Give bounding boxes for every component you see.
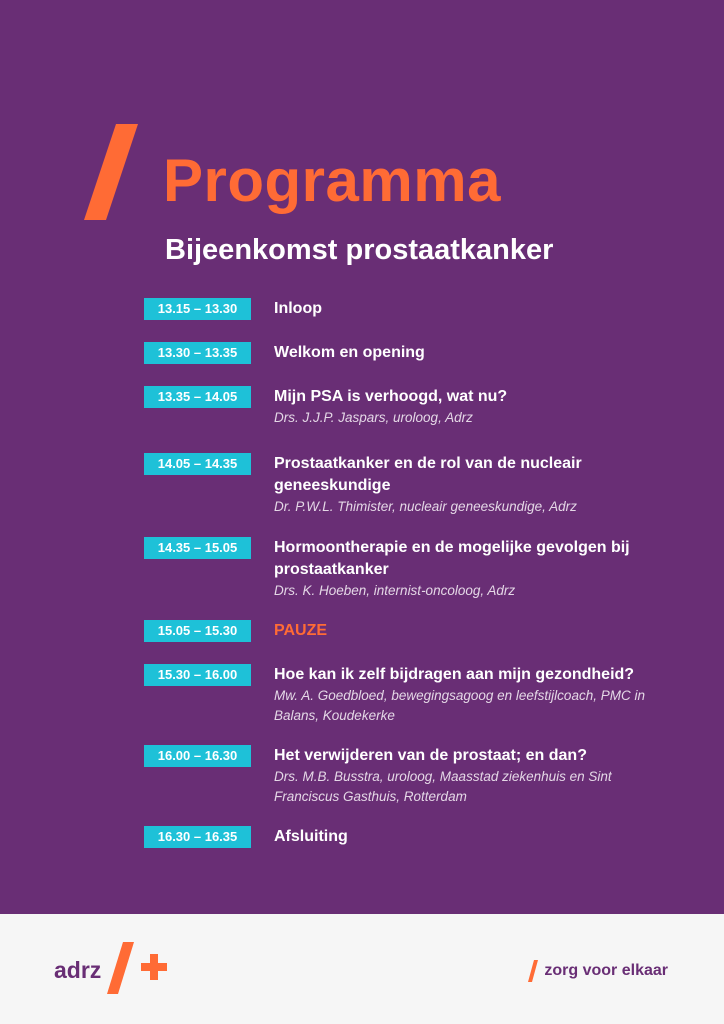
schedule-speaker: Drs. K. Hoeben, internist-oncoloog, Adrz	[274, 583, 516, 598]
schedule-title: Inloop	[274, 300, 322, 317]
schedule-title: Mijn PSA is verhoogd, wat nu?	[274, 388, 508, 405]
schedule-title: Hoe kan ik zelf bijdragen aan mijn gezondheid?	[274, 666, 635, 683]
time-badge: 14.05 – 14.35	[144, 453, 251, 475]
schedule-info	[274, 745, 664, 807]
schedule-title: Afsluiting	[274, 828, 348, 845]
schedule-speaker: Drs. J.J.P. Jaspars, uroloog, Adrz	[274, 410, 473, 425]
slash-icon	[84, 124, 138, 220]
schedule-speaker: Drs. M.B. Busstra, uroloog, Maasstad ziekenhuis en Sint Franciscus Gasthuis, Rotterdam	[274, 769, 612, 804]
time-badge: 15.30 – 16.00	[144, 664, 251, 686]
time-badge: 16.30 – 16.35	[144, 826, 251, 848]
logo-text: adrz	[54, 957, 102, 983]
schedule-title: Het verwijderen van de prostaat; en dan?	[274, 747, 587, 764]
time-badge: 14.35 – 15.05	[144, 537, 251, 559]
schedule-speaker: Dr. P.W.L. Thimister, nucleair geneeskundige, Adrz	[274, 499, 577, 514]
schedule-title: Welkom en opening	[274, 344, 425, 361]
page-subtitle: Bijeenkomst prostaatkanker	[165, 234, 554, 266]
slash-plus-icon	[107, 940, 167, 996]
schedule-info	[274, 298, 694, 320]
page-title: Programma	[163, 147, 501, 214]
schedule-info	[274, 342, 694, 364]
schedule-info	[274, 826, 694, 848]
tagline	[528, 958, 668, 984]
time-badge: 13.15 – 13.30	[144, 298, 251, 320]
time-badge: 15.05 – 15.30	[144, 620, 251, 642]
time-badge: 13.35 – 14.05	[144, 386, 251, 408]
time-badge: 16.00 – 16.30	[144, 745, 251, 767]
schedule-info	[274, 537, 674, 601]
schedule-info	[274, 453, 634, 517]
schedule-info	[274, 386, 694, 428]
time-badge: 13.30 – 13.35	[144, 342, 251, 364]
schedule-info	[274, 664, 654, 726]
pause-label: PAUZE	[274, 622, 328, 639]
schedule-title: Prostaatkanker en de rol van de nucleair geneeskundige	[274, 455, 582, 494]
tagline-text: zorg voor elkaar	[544, 962, 668, 979]
schedule-title: Hormoontherapie en de mogelijke gevolgen bij prostaatkanker	[274, 539, 630, 578]
adrz-logo	[54, 940, 174, 996]
schedule-speaker: Mw. A. Goedbloed, bewegingsagoog en leefstijlcoach, PMC in Balans, Koudekerke	[274, 688, 645, 723]
slash-icon	[528, 960, 538, 982]
schedule-info	[274, 620, 694, 642]
